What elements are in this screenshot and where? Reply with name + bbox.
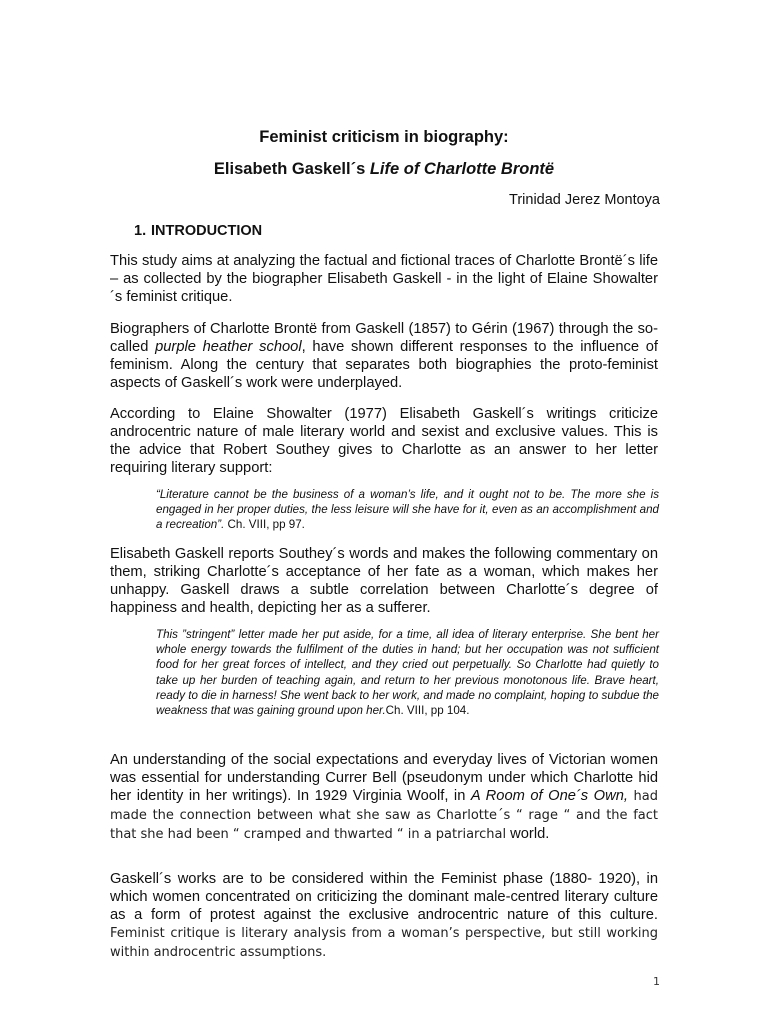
section-title: INTRODUCTION xyxy=(151,223,263,239)
paragraph-5 xyxy=(110,751,658,844)
title-line-2 xyxy=(0,159,768,179)
paragraph-5-end: world. xyxy=(506,826,550,843)
quote-1-reference: Ch. VIII, pp 97. xyxy=(224,518,305,532)
paragraph-2-italic: purple heather school xyxy=(155,339,302,356)
title-prefix: Elisabeth Gaskell´s xyxy=(213,160,370,178)
author-name: Trinidad Jerez Montoya xyxy=(509,192,660,208)
paragraph-5-start: An understanding of the social expectations and everyday lives of Victorian women was essential for understanding Currer Bell (pseudonym under which Charlotte hid her identity in her writings). In 1929 Virginia Woolf, in xyxy=(110,752,658,805)
paragraph-6 xyxy=(110,870,658,962)
paragraph-1: This study aims at analyzing the factual and fictional traces of Charlotte Brontë´s life – as collected by the biographer Elisabeth Gaskell - in the light of Elaine Showalter´s feminist critique. xyxy=(110,253,658,306)
title-book-name: Life of Charlotte Brontë xyxy=(369,160,555,178)
quote-1-text: “Literature cannot be the business of a woman’s life, and it ought not to be. The more she is engaged in her proper duties, the less leisure will she have for it, even as an accomplishment and a recreation”. xyxy=(156,488,659,532)
paragraph-6-start: Gaskell´s works are to be considered within the Feminist phase (1880- 1920), in which women concentrated on criticizing the dominant male-centred literary culture as a form of protest against the exclusive androcentric nature of this culture. xyxy=(110,871,658,924)
paragraph-5-book-title: A Room of One´s Own, xyxy=(470,788,628,805)
paragraph-6-alt-font-start: Feminist critique is literary analysis from a woman’s perspective, but still working within androcentric assumptions. xyxy=(110,926,658,961)
page-number: 1 xyxy=(653,975,660,988)
quote-1 xyxy=(156,487,659,533)
paragraph-5-middle: had made the connection between what she saw as Charlotte´s “ rage “ and the fact that she had been “ cramped and thwarted “ in a patriarchal xyxy=(110,789,659,843)
paragraph-3: According to Elaine Showalter (1977) Elisabeth Gaskell´s writings criticize androcentric nature of male literary world and sexist and exclusive values. This is the advice that Robert Southey gives to Charlotte as an answer to her letter requiring literary support: xyxy=(110,406,658,477)
paragraph-2-end: , have shown different responses to the influence of feminism. Along the century that separates both biographies the proto-feminist aspects of Gaskell´s work were underplayed. xyxy=(110,339,658,392)
paragraph-4: Elisabeth Gaskell reports Southey´s words and makes the following commentary on them, striking Charlotte´s acceptance of her fate as a woman, which makes her unhappy. Gaskell draws a subtle correlation between Charlotte´s degree of happiness and health, depicting her as a sufferer. xyxy=(110,546,658,617)
quote-2 xyxy=(156,627,659,718)
title-line-1: Feminist criticism in biography: xyxy=(259,128,509,146)
paragraph-2-start: Biographers of Charlotte Brontë from Gaskell (1857) to Gérin (1967) through the so-called xyxy=(110,321,658,356)
quote-2-reference: Ch. VIII, pp 104. xyxy=(385,704,470,718)
section-number: 1. xyxy=(134,223,147,239)
quote-2-text: This ”stringent” letter made her put aside, for a time, all idea of literary enterprise. She bent her whole energy towards the fulfilment of the duties in hand; but her occupation was not sufficient food for her great forces of intellect, and they cried out perpetually. So Charlotte had quietly to take up her burden of teaching again, and return to her previous monotonous life. Brave heart, ready to die in harness! She went back to her work, and made no complaint, hoping to subdue the weakness that was gaining ground upon her. xyxy=(156,628,659,718)
paragraph-2 xyxy=(110,320,658,392)
